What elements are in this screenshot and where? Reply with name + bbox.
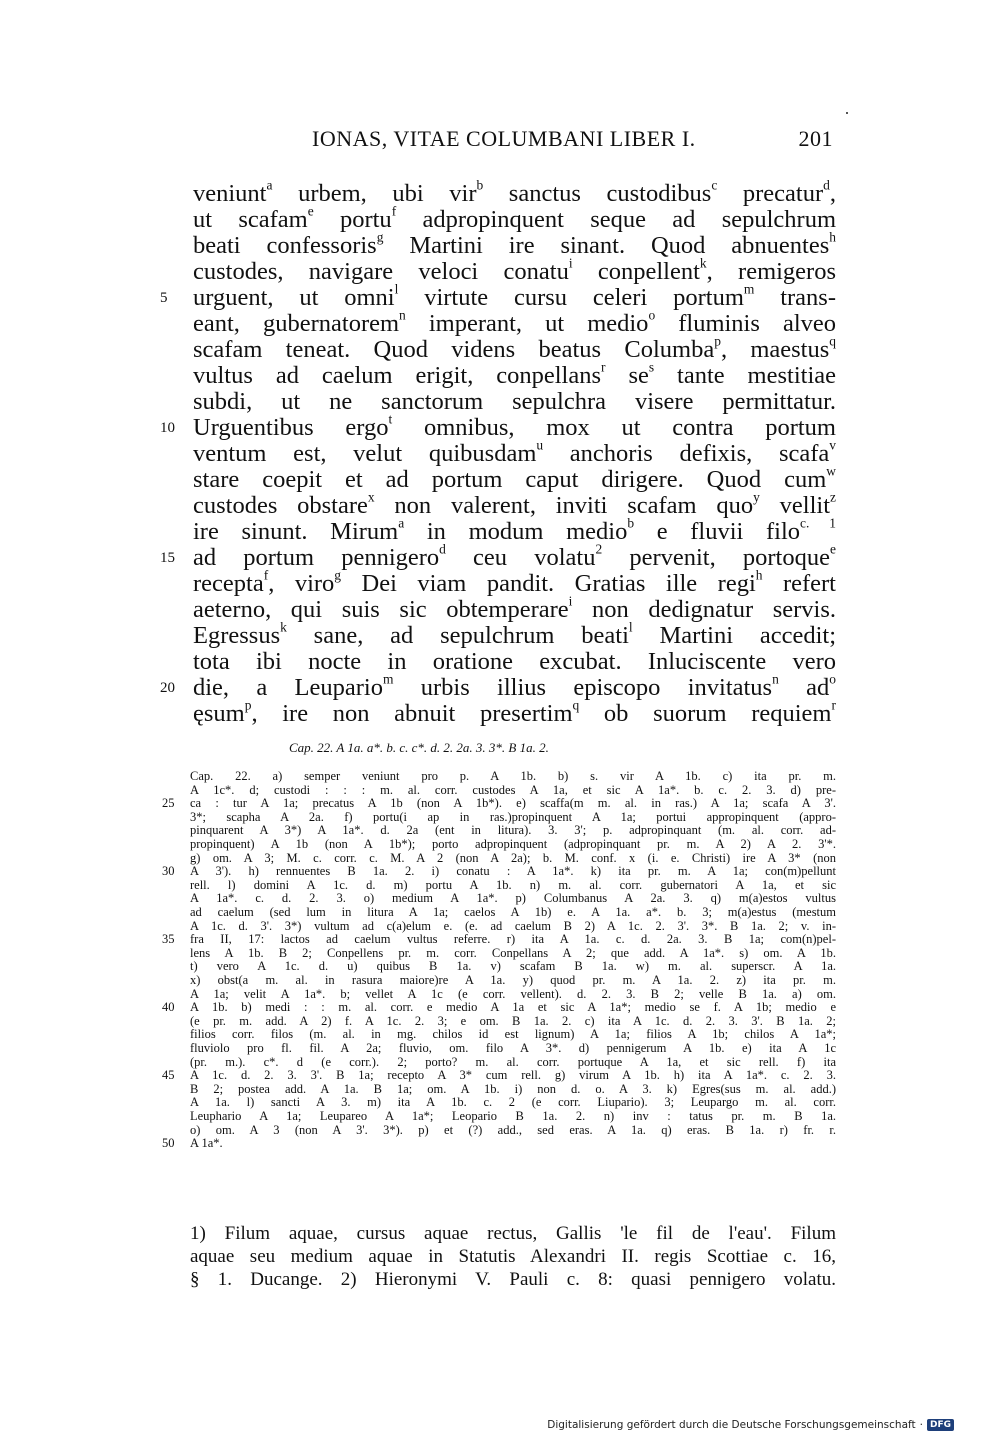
apparatus-line: Leuphario A 1a; Leupareo A 1a*; Leopario B 1a. 2. n) inv : tatus pr. m. B 1a. (190, 1109, 836, 1123)
main-text-line: Urguentibus ergo$^t$ omnibus, mox ut contra portum (193, 411, 836, 441)
main-text-line: beati confessoris$^g$ Martini ire sinant. Quod abnuentes$^h$ (193, 229, 836, 259)
main-text-line: ire sinunt. Mirum$^a$ in modum medio$^b$ e fluvii filo$^{c. 1}$ (193, 515, 836, 545)
apparatus-line-number: 50 (162, 1136, 175, 1151)
apparatus-line: A 1c. d. 3'. 3*) vultum ad c(a)elum e. (e. ad caelum B 2) A 1c. 2. 3'. 3*. B 1a. 2; v. in- (190, 918, 836, 933)
main-text-line: Egressus$^k$ sane, ad sepulchrum beati$^l$ Martini accedit; (193, 619, 837, 649)
main-text-line: vultus ad caelum erigit, conpellans$^r$ $se^s$ tante mestitiae (193, 359, 836, 389)
running-title: IONAS, VITAE COLUMBANI LIBER I. (312, 126, 696, 151)
main-text-line: urguent, ut omni$^l$ virtute cursu celeri portum$^m$ trans- (193, 281, 836, 311)
main-text-line: die, a Leupario$^m$ urbis illius episcopo invitatus$^n$ $ad^o$ (193, 671, 836, 701)
apparatus-line: (e pr. m. add. A 2) f. A 1c. 2. 3; e om. B 1a. 2. c) ita A 1c. d. 2. 3. 3'. B 1a. 2; (190, 1013, 836, 1028)
scan-mark (846, 112, 848, 114)
main-text-line: tota ibi nocte in oratione excubat. Inluciscente vero (193, 648, 836, 675)
apparatus-line: rell. l) domini A 1c. d. m) portu A 1b. n) m. al. corr. gubernatori A 1a, et sic (190, 877, 836, 892)
main-text-line: ęsum$^p$, ire non abnuit presertim$^q$ ob suorum requiem$^r$ (193, 697, 836, 727)
apparatus-line-number: 35 (162, 932, 175, 947)
apparatus-line: fra II, 17: lactos ad caelum vultus referre. r) ita A 1a. c. d. 2a. 3. B 1a; com(n)pel- (190, 932, 836, 947)
apparatus-line: A 1a; velit A 1a*. b; vellet A 1c (e corr. vellent). d. 2. 3. B 2; velle B 1a. a) om. (190, 986, 836, 1001)
apparatus-line: ca : tur A 1a; precatus A 1b (non A 1b*). e) scaffa(m m. al. in ras.) A 1a; scafa A 3'. (190, 796, 836, 811)
apparatus-line: 3*; scapha A 2a. f) portu(i ap in ras.)propinquent A 1a; portui appropinquent (appro- (190, 809, 836, 824)
main-text-line: eant, gubernatorem$^n$ imperant, ut medio$^o$ fluminis alveo (193, 307, 837, 337)
footnote-line: aquae seu medium aquae in Statutis Alexandri II. regis Scottiae c. 16, (190, 1246, 836, 1267)
apparatus-line: A 1b. b) medi : : m. al. corr. e medio A 1a et sic A 1a*; medio se f. A 1b; medio e (190, 1000, 836, 1015)
main-text-line: stare coepit et ad portum caput dirigere. Quod cum$^w$ (193, 463, 836, 493)
credit-text: Digitalisierung gefördert durch die Deutsche Forschungsgemeinschaft (547, 1419, 916, 1431)
sigla-line: Cap. 22. A 1a. a*. b. c. c*. d. 2. 2a. 3. 3*. B 1a. 2. (289, 740, 549, 755)
apparatus-line-number: 45 (162, 1068, 175, 1083)
main-text-line: veniunt$^a$ urbem, ubi vir$^b$ sanctus custodibus$^c$ precatur$^d$, (193, 177, 837, 207)
apparatus-line: lens A 1b. B 2; Conpellens pr. m. corr. Conpellans A 2; que add. A 1a*. s) om. A 1b. (190, 945, 836, 960)
main-text-line: ventum est, velut quibusdam$^u$ anchoris defixis, scafa$^v$ (193, 437, 836, 467)
apparatus-line: filios corr. filos (m. al. in mg. chilos id est lignum) A 1a; filios A 1b; chilos A 1a*; (190, 1027, 836, 1042)
apparatus-line-number: 25 (162, 796, 175, 811)
main-text-line: ad portum pennigero$^d$ ceu volatu$^2$ pervenit, portoque$^e$ (193, 541, 836, 571)
page-header (190, 122, 835, 156)
line-number: 15 (160, 550, 175, 566)
apparatus-line: propinquent) A 1b (non A 1b*); porto adpropinquent (adpropinquant pr. m. A 2) A 2. 3'*. (190, 837, 836, 851)
apparatus-line-number: 30 (162, 864, 175, 879)
line-number: 5 (160, 290, 168, 306)
apparatus-line: (pr. m.). c*. d (e corr.). 2; porto? m. al. corr. portuque A 1a, et sic rell. f) ita (190, 1054, 836, 1069)
main-text-line: custodes, navigare veloci conatu$^i$ conpellent$^k$, remigeros (193, 255, 837, 285)
page-number: 201 (798, 126, 833, 151)
apparatus-line: A 3'). h) rennuentes B 1a. 2. i) conatu : A 1a*. k) ita pr. m. A 1a; con(m)pellunt (190, 864, 836, 879)
dfg-logo: DFG (927, 1419, 954, 1431)
apparatus-line-number: 40 (162, 1000, 175, 1015)
apparatus-line: ad caelum (sed lum in litura A 1a; caelos A 1b) e. A 1a. a*. b. 3; m(a)estus (mestum (190, 905, 836, 919)
apparatus-line: g) om. A 3; M. c. corr. c. M. A 2 (non A 2a); b. M. conf. x (i. e. Christi) ire A 3* (non (190, 850, 836, 865)
apparatus-line: pinquarent A 3*) A 1a*. d. 2a (ent in litura). 3. 3'; p. adpropinquant (m. al. corr. ad- (190, 823, 836, 838)
footnote-line: 1) Filum aquae, cursus aquae rectus, Gallis 'le fil de l'eau'. Filum (190, 1223, 836, 1244)
main-text-line: recepta$^f$, viro$^g$ Dei viam pandit. Gratias ille regi$^h$ refert (193, 567, 836, 597)
apparatus-line: A 1c. d. 2. 3. 3'. B 1a; recepto A 3* cum rell. g) virum A 1b. h) ita A 1a*. c. 2. 3. (190, 1068, 836, 1083)
main-text-line: subdi, ut ne sanctorum sepulchra visere permittatur. (193, 388, 836, 415)
apparatus-line: A 1a*. (190, 1136, 223, 1151)
line-number: 10 (160, 420, 175, 436)
apparatus-line: B 2; postea add. A 1a. B 1a; om. A 1b. i) non d. o. A 3. k) Egres(sus m. al. add.) (190, 1081, 836, 1096)
main-text-line: aeterno, qui suis sic obtemperare$^i$ non dedignatur servis. (193, 593, 836, 623)
apparatus-line: Cap. 22. a) semper veniunt pro p. A 1b. b) s. vir A 1b. c) ita pr. m. (190, 769, 836, 783)
footnote-line: § 1. Ducange. 2) Hieronymi V. Pauli c. 8: quasi pennigero volatu. (190, 1269, 836, 1290)
main-text-line: scafam teneat. Quod videns beatus Columba$^p$, maestus$^q$ (193, 333, 837, 363)
apparatus-line: fluviolo pro fl. fil. A 2a; fluvio, om. filo A 3*. d) pennigerum A 1b. e) ita A 1c (190, 1041, 836, 1055)
main-text-line: custodes obstare$^x$ non valerent, inviti scafam quo$^y$ vellit$^z$ (193, 489, 837, 519)
line-number: 20 (160, 680, 175, 696)
apparatus-line: x) obst(a m. al. in rasura maiore)re A 1a. y) quod pr. m. A 1a. 2. z) ita pr. m. (190, 973, 836, 987)
digitization-credit: Digitalisierung gefördert durch die Deutsche Forschungsgemeinschaft · DFG (547, 1419, 954, 1431)
apparatus-line: A 1a*. c. d. 2. 3. o) medium A 1a*. p) Columbanus A 2a. 3. q) m(a)estos vultus (190, 891, 836, 906)
main-text-line: ut scafam$^e$ portu$^f$ adpropinquent seque ad sepulchrum (193, 203, 837, 233)
apparatus-line: A 1a. l) sancti A 3. m) ita A 1b. c. 2 (e corr. Liupario). 3; Leupargo m. al. corr. (190, 1095, 836, 1110)
apparatus-line: A 1c*. d; custodi : : : m. al. corr. custodes A 1a, et sic A 1a*. b. c. 2. 3. d) pre- (190, 782, 836, 797)
apparatus-line: t) vero A 1c. d. u) quibus B 1a. v) scafam B 1a. w) m. al. superscr. A 1a. (190, 959, 836, 974)
apparatus-line: o) om. A 3 (non A 3'. 3*). p) et (?) add., sed eras. A 1a. q) eras. B 1a. r) fr. r. (190, 1122, 836, 1137)
